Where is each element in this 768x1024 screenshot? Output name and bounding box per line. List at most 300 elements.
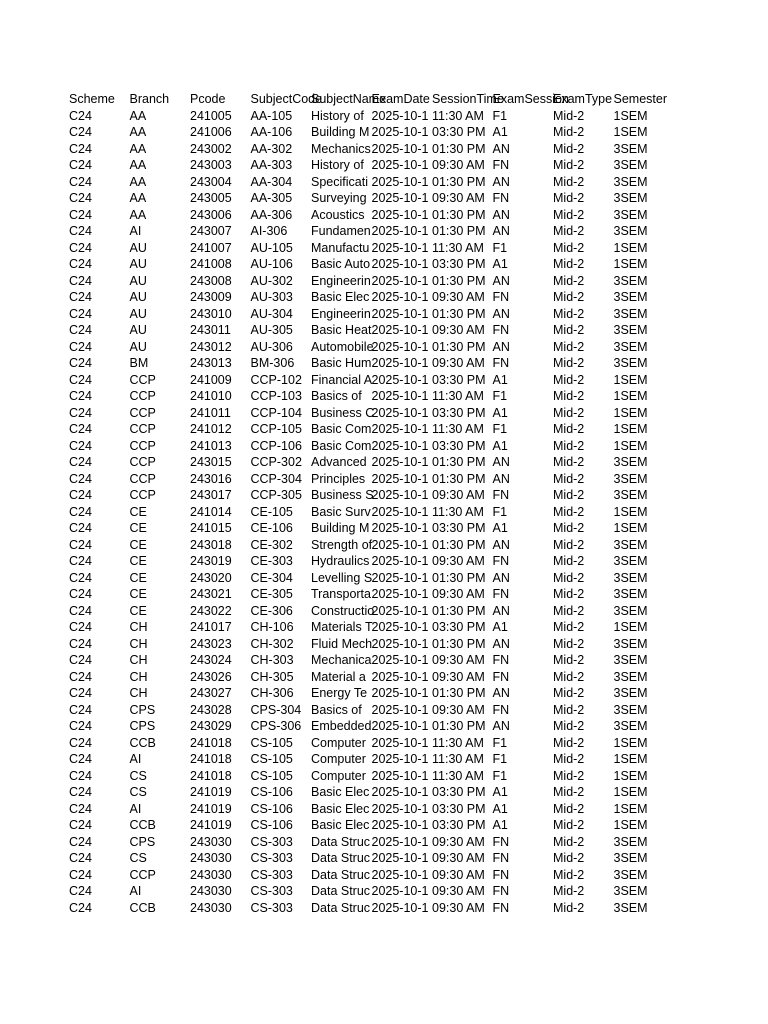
- exam-schedule-sheet: [67, 91, 672, 916]
- cell-branch: AA: [129, 108, 147, 123]
- cell-subject-name: Data Struc: [311, 851, 371, 865]
- table-row: [67, 190, 672, 207]
- cell-scheme: C24: [69, 620, 92, 634]
- cell-exam-session: A1: [492, 438, 508, 453]
- cell-semester: 3SEM: [613, 537, 648, 552]
- cell-branch: CPS: [129, 719, 156, 733]
- cell-subject-name: Advanced: [311, 455, 367, 469]
- cell-exam-type: Mid-2: [553, 669, 585, 684]
- cell-exam-type: Mid-2: [553, 174, 585, 189]
- cell-semester: 1SEM: [613, 422, 648, 436]
- cell-session-time: 01:30 PM: [432, 471, 486, 486]
- cell-subject-name: Basics of: [311, 702, 362, 717]
- cell-branch: AA: [129, 174, 147, 189]
- cell-semester: 3SEM: [613, 834, 648, 849]
- cell-exam-type: Mid-2: [553, 570, 585, 585]
- cell-exam-date: 2025-10-1: [371, 752, 429, 766]
- cell-exam-session: AN: [492, 339, 510, 354]
- table-row: [67, 240, 672, 257]
- cell-session-time: 09:30 AM: [432, 554, 485, 568]
- cell-scheme: C24: [69, 686, 92, 700]
- cell-pcode: 243021: [190, 587, 232, 601]
- table-row: [67, 652, 672, 669]
- cell-semester: 3SEM: [613, 851, 648, 865]
- cell-exam-date: 2025-10-1: [371, 339, 429, 354]
- cell-exam-date: 2025-10-1: [371, 273, 429, 288]
- cell-subject-name: Financial A: [311, 372, 373, 387]
- cell-subject-name: Fluid Mech: [311, 636, 373, 651]
- cell-pcode: 241009: [190, 372, 232, 387]
- cell-subject-name: Business S: [311, 488, 374, 502]
- cell-subject-name: Constructio: [311, 603, 375, 618]
- cell-session-time: 09:30 AM: [432, 669, 485, 684]
- cell-branch: AA: [129, 207, 147, 222]
- cell-pcode: 243026: [190, 669, 232, 684]
- cell-session-time: 01:30 PM: [432, 207, 486, 222]
- cell-session-time: 01:30 PM: [432, 141, 486, 156]
- cell-exam-type: Mid-2: [553, 191, 585, 205]
- table-row: [67, 685, 672, 702]
- cell-subject-code: CS-106: [250, 801, 293, 816]
- cell-exam-type: Mid-2: [553, 818, 585, 832]
- cell-semester: 3SEM: [613, 686, 648, 700]
- table-row: [67, 355, 672, 372]
- cell-exam-type: Mid-2: [553, 224, 585, 238]
- cell-exam-date: 2025-10-1: [371, 851, 429, 865]
- cell-exam-date: 2025-10-1: [371, 801, 429, 816]
- cell-subject-name: Building M: [311, 521, 370, 535]
- cell-subject-name: Engineerin: [311, 306, 371, 321]
- cell-subject-code: CE-302: [250, 537, 293, 552]
- cell-exam-date: 2025-10-1: [371, 620, 429, 634]
- cell-exam-date: 2025-10-1: [371, 389, 429, 403]
- header-session-time: SessionTime: [432, 92, 504, 106]
- cell-session-time: 09:30 AM: [432, 851, 485, 865]
- cell-subject-name: Building M: [311, 125, 370, 139]
- cell-exam-date: 2025-10-1: [371, 884, 429, 898]
- cell-branch: CCB: [129, 900, 156, 915]
- table-row: [67, 751, 672, 768]
- cell-session-time: 03:30 PM: [432, 801, 486, 816]
- cell-semester: 3SEM: [613, 554, 648, 568]
- cell-branch: CCP: [129, 471, 156, 486]
- cell-subject-name: Basics of: [311, 389, 362, 403]
- cell-pcode: 241011: [190, 405, 231, 420]
- cell-exam-session: AN: [492, 455, 510, 469]
- cell-session-time: 01:30 PM: [432, 537, 486, 552]
- cell-exam-session: FN: [492, 702, 510, 717]
- cell-branch: CE: [129, 554, 147, 568]
- table-row: [67, 124, 672, 141]
- cell-subject-code: AA-302: [250, 141, 293, 156]
- cell-pcode: 241010: [190, 389, 232, 403]
- cell-exam-type: Mid-2: [553, 537, 585, 552]
- cell-exam-date: 2025-10-1: [371, 290, 429, 304]
- cell-session-time: 03:30 PM: [432, 405, 486, 420]
- cell-branch: CCP: [129, 372, 156, 387]
- cell-semester: 1SEM: [613, 735, 648, 750]
- cell-branch: AU: [129, 306, 147, 321]
- cell-scheme: C24: [69, 521, 92, 535]
- table-row: [67, 256, 672, 273]
- cell-session-time: 01:30 PM: [432, 224, 486, 238]
- cell-scheme: C24: [69, 339, 92, 354]
- cell-semester: 1SEM: [613, 801, 648, 816]
- cell-pcode: 243030: [190, 884, 232, 898]
- cell-branch: CE: [129, 570, 147, 585]
- cell-subject-code: CS-106: [250, 785, 293, 799]
- cell-exam-date: 2025-10-1: [371, 686, 429, 700]
- cell-subject-code: CH-303: [250, 653, 294, 667]
- cell-branch: CH: [129, 653, 148, 667]
- cell-branch: AA: [129, 125, 147, 139]
- cell-exam-type: Mid-2: [553, 603, 585, 618]
- cell-semester: 1SEM: [613, 752, 648, 766]
- cell-branch: AU: [129, 257, 147, 271]
- cell-exam-date: 2025-10-1: [371, 372, 429, 387]
- cell-semester: 1SEM: [613, 125, 648, 139]
- cell-pcode: 243015: [190, 455, 232, 469]
- cell-subject-code: AU-303: [250, 290, 293, 304]
- cell-subject-code: AA-105: [250, 108, 293, 123]
- cell-exam-date: 2025-10-1: [371, 900, 429, 915]
- cell-branch: AI: [129, 801, 142, 816]
- cell-semester: 3SEM: [613, 884, 648, 898]
- cell-subject-name: Computer: [311, 752, 366, 766]
- cell-exam-session: F1: [492, 735, 508, 750]
- cell-exam-session: AN: [492, 224, 510, 238]
- cell-exam-date: 2025-10-1: [371, 108, 429, 123]
- cell-exam-session: FN: [492, 669, 510, 684]
- cell-subject-name: Levelling S: [311, 570, 373, 585]
- cell-exam-date: 2025-10-1: [371, 422, 429, 436]
- cell-branch: CCP: [129, 422, 156, 436]
- cell-session-time: 03:30 PM: [432, 372, 486, 387]
- table-row: [67, 801, 672, 818]
- table-row: [67, 570, 672, 587]
- cell-branch: CS: [129, 851, 147, 865]
- cell-exam-date: 2025-10-1: [371, 158, 429, 172]
- cell-exam-type: Mid-2: [553, 867, 585, 882]
- cell-branch: AA: [129, 158, 147, 172]
- cell-subject-code: CS-303: [250, 884, 293, 898]
- cell-pcode: 243008: [190, 273, 232, 288]
- cell-subject-code: CS-303: [250, 851, 293, 865]
- cell-subject-code: CCP-104: [250, 405, 302, 420]
- cell-session-time: 09:30 AM: [432, 884, 485, 898]
- cell-session-time: 09:30 AM: [432, 290, 485, 304]
- cell-exam-session: FN: [492, 867, 510, 882]
- cell-subject-code: CS-303: [250, 867, 293, 882]
- cell-subject-code: AA-106: [250, 125, 293, 139]
- cell-semester: 3SEM: [613, 455, 648, 469]
- cell-semester: 3SEM: [613, 191, 648, 205]
- cell-session-time: 03:30 PM: [432, 257, 486, 271]
- cell-exam-type: Mid-2: [553, 686, 585, 700]
- cell-exam-session: FN: [492, 191, 510, 205]
- cell-branch: CPS: [129, 702, 156, 717]
- cell-semester: 3SEM: [613, 900, 648, 915]
- cell-exam-date: 2025-10-1: [371, 438, 429, 453]
- cell-subject-code: CS-105: [250, 768, 293, 783]
- cell-session-time: 01:30 PM: [432, 174, 486, 189]
- cell-branch: CS: [129, 785, 147, 799]
- cell-session-time: 01:30 PM: [432, 636, 486, 651]
- cell-exam-date: 2025-10-1: [371, 224, 429, 238]
- cell-scheme: C24: [69, 273, 92, 288]
- cell-subject-code: CCP-103: [250, 389, 302, 403]
- cell-subject-name: Material a: [311, 669, 366, 684]
- cell-exam-date: 2025-10-1: [371, 603, 429, 618]
- header-exam-type: ExamType: [553, 92, 613, 106]
- cell-exam-session: AN: [492, 306, 510, 321]
- cell-semester: 3SEM: [613, 306, 648, 321]
- cell-session-time: 09:30 AM: [432, 900, 485, 915]
- cell-session-time: 09:30 AM: [432, 702, 485, 717]
- cell-exam-session: FN: [492, 488, 510, 502]
- cell-subject-name: Basic Hum: [311, 356, 372, 370]
- cell-scheme: C24: [69, 224, 92, 238]
- cell-scheme: C24: [69, 207, 92, 222]
- cell-subject-code: AA-304: [250, 174, 293, 189]
- cell-subject-name: Surveying: [311, 191, 367, 205]
- cell-subject-code: AU-302: [250, 273, 293, 288]
- cell-semester: 3SEM: [613, 603, 648, 618]
- header-scheme: Scheme: [69, 92, 115, 106]
- table-row: [67, 834, 672, 851]
- cell-scheme: C24: [69, 785, 92, 799]
- cell-branch: CH: [129, 620, 148, 634]
- cell-exam-session: AN: [492, 174, 510, 189]
- cell-exam-type: Mid-2: [553, 306, 585, 321]
- cell-exam-session: A1: [492, 785, 508, 799]
- cell-pcode: 241013: [190, 438, 232, 453]
- cell-subject-code: CE-105: [250, 504, 293, 519]
- cell-session-time: 09:30 AM: [432, 488, 485, 502]
- cell-exam-type: Mid-2: [553, 521, 585, 535]
- cell-exam-type: Mid-2: [553, 801, 585, 816]
- cell-exam-type: Mid-2: [553, 504, 585, 519]
- cell-pcode: 241017: [190, 620, 232, 634]
- cell-session-time: 09:30 AM: [432, 587, 485, 601]
- cell-branch: CCB: [129, 735, 156, 750]
- cell-subject-code: CE-303: [250, 554, 293, 568]
- cell-scheme: C24: [69, 587, 92, 601]
- cell-exam-date: 2025-10-1: [371, 504, 429, 519]
- cell-exam-type: Mid-2: [553, 636, 585, 651]
- cell-exam-session: AN: [492, 207, 510, 222]
- table-row: [67, 157, 672, 174]
- cell-exam-session: AN: [492, 719, 510, 733]
- cell-pcode: 241015: [190, 521, 232, 535]
- cell-scheme: C24: [69, 735, 92, 750]
- cell-branch: AU: [129, 240, 147, 255]
- cell-exam-date: 2025-10-1: [371, 488, 429, 502]
- cell-pcode: 243012: [190, 339, 232, 354]
- cell-semester: 1SEM: [613, 768, 648, 783]
- table-row: [67, 537, 672, 554]
- cell-subject-name: Acoustics: [311, 207, 365, 222]
- cell-semester: 1SEM: [613, 785, 648, 799]
- cell-scheme: C24: [69, 471, 92, 486]
- cell-scheme: C24: [69, 141, 92, 156]
- cell-branch: AI: [129, 884, 142, 898]
- cell-subject-name: Business C: [311, 405, 375, 420]
- cell-subject-name: Transporta: [311, 587, 371, 601]
- cell-pcode: 241019: [190, 818, 232, 832]
- cell-exam-date: 2025-10-1: [371, 785, 429, 799]
- cell-subject-name: Basic Elec: [311, 818, 370, 832]
- cell-subject-name: Data Struc: [311, 884, 371, 898]
- cell-subject-name: Hydraulics: [311, 554, 370, 568]
- table-row: [67, 174, 672, 191]
- cell-scheme: C24: [69, 851, 92, 865]
- cell-subject-name: Manufactu: [311, 240, 370, 255]
- cell-semester: 3SEM: [613, 339, 648, 354]
- cell-semester: 3SEM: [613, 488, 648, 502]
- cell-semester: 1SEM: [613, 257, 648, 271]
- table-row: [67, 636, 672, 653]
- table-row: [67, 850, 672, 867]
- cell-exam-session: F1: [492, 240, 508, 255]
- header-branch: Branch: [129, 92, 170, 106]
- cell-scheme: C24: [69, 818, 92, 832]
- cell-session-time: 01:30 PM: [432, 306, 486, 321]
- cell-scheme: C24: [69, 158, 92, 172]
- cell-pcode: 241008: [190, 257, 232, 271]
- header-pcode: Pcode: [190, 92, 226, 106]
- cell-scheme: C24: [69, 884, 92, 898]
- cell-subject-code: CE-106: [250, 521, 293, 535]
- cell-exam-session: A1: [492, 405, 508, 420]
- cell-exam-session: FN: [492, 356, 510, 370]
- cell-exam-date: 2025-10-1: [371, 125, 429, 139]
- cell-subject-name: Automobile: [311, 339, 374, 354]
- cell-scheme: C24: [69, 405, 92, 420]
- cell-scheme: C24: [69, 900, 92, 915]
- cell-subject-name: Strength of: [311, 537, 373, 552]
- table-row: [67, 768, 672, 785]
- cell-pcode: 243027: [190, 686, 232, 700]
- cell-semester: 1SEM: [613, 240, 648, 255]
- cell-exam-session: FN: [492, 587, 510, 601]
- table-row: [67, 784, 672, 801]
- cell-scheme: C24: [69, 306, 92, 321]
- cell-pcode: 241005: [190, 108, 232, 123]
- cell-pcode: 243024: [190, 653, 232, 667]
- cell-session-time: 11:30 AM: [432, 389, 484, 403]
- cell-subject-code: AU-106: [250, 257, 293, 271]
- cell-session-time: 03:30 PM: [432, 818, 486, 832]
- cell-exam-session: A1: [492, 818, 508, 832]
- table-row: [67, 817, 672, 834]
- cell-exam-session: A1: [492, 521, 508, 535]
- cell-branch: CCP: [129, 438, 156, 453]
- cell-exam-session: F1: [492, 768, 508, 783]
- cell-branch: CE: [129, 603, 147, 618]
- table-row: [67, 207, 672, 224]
- cell-subject-code: AU-306: [250, 339, 293, 354]
- cell-exam-session: FN: [492, 653, 510, 667]
- cell-scheme: C24: [69, 323, 92, 337]
- table-row: [67, 702, 672, 719]
- cell-exam-type: Mid-2: [553, 372, 585, 387]
- cell-semester: 3SEM: [613, 141, 648, 156]
- cell-branch: CCP: [129, 867, 156, 882]
- cell-exam-type: Mid-2: [553, 702, 585, 717]
- cell-exam-type: Mid-2: [553, 554, 585, 568]
- cell-semester: 1SEM: [613, 504, 648, 519]
- cell-branch: CE: [129, 537, 147, 552]
- cell-scheme: C24: [69, 603, 92, 618]
- cell-session-time: 11:30 AM: [432, 240, 484, 255]
- cell-session-time: 03:30 PM: [432, 620, 486, 634]
- cell-exam-session: FN: [492, 323, 510, 337]
- cell-subject-name: Specificati: [311, 174, 368, 189]
- cell-branch: AA: [129, 141, 147, 156]
- cell-exam-session: A1: [492, 801, 508, 816]
- cell-exam-date: 2025-10-1: [371, 537, 429, 552]
- cell-subject-code: CS-303: [250, 900, 293, 915]
- cell-exam-session: AN: [492, 603, 510, 618]
- cell-subject-name: History of: [311, 108, 364, 123]
- cell-exam-session: FN: [492, 834, 510, 849]
- cell-exam-date: 2025-10-1: [371, 306, 429, 321]
- cell-subject-code: CE-306: [250, 603, 293, 618]
- cell-subject-code: CS-105: [250, 735, 293, 750]
- table-row: [67, 322, 672, 339]
- cell-branch: CPS: [129, 834, 156, 849]
- cell-session-time: 09:30 AM: [432, 834, 485, 849]
- cell-session-time: 03:30 PM: [432, 521, 486, 535]
- cell-semester: 1SEM: [613, 108, 648, 123]
- cell-scheme: C24: [69, 290, 92, 304]
- cell-subject-code: CCP-102: [250, 372, 302, 387]
- cell-exam-type: Mid-2: [553, 273, 585, 288]
- cell-pcode: 243022: [190, 603, 232, 618]
- cell-semester: 3SEM: [613, 273, 648, 288]
- cell-scheme: C24: [69, 488, 92, 502]
- table-row: [67, 718, 672, 735]
- cell-subject-name: Basic Auto: [311, 257, 371, 271]
- cell-subject-code: CS-303: [250, 834, 293, 849]
- cell-branch: CCP: [129, 389, 156, 403]
- cell-exam-date: 2025-10-1: [371, 554, 429, 568]
- cell-subject-code: AA-306: [250, 207, 293, 222]
- cell-subject-name: Basic Elec: [311, 801, 370, 816]
- cell-branch: CH: [129, 669, 148, 684]
- cell-scheme: C24: [69, 389, 92, 403]
- cell-subject-name: Fundamen: [311, 224, 371, 238]
- cell-branch: AU: [129, 323, 147, 337]
- cell-pcode: 243030: [190, 867, 232, 882]
- cell-exam-type: Mid-2: [553, 785, 585, 799]
- table-row: [67, 108, 672, 125]
- cell-pcode: 241014: [190, 504, 232, 519]
- cell-exam-date: 2025-10-1: [371, 702, 429, 717]
- cell-exam-session: AN: [492, 636, 510, 651]
- cell-scheme: C24: [69, 438, 92, 453]
- header-subject-name: SubjectName: [311, 92, 387, 106]
- cell-scheme: C24: [69, 356, 92, 370]
- cell-session-time: 01:30 PM: [432, 603, 486, 618]
- cell-subject-code: BM-306: [250, 356, 295, 370]
- cell-exam-date: 2025-10-1: [371, 669, 429, 684]
- cell-semester: 3SEM: [613, 653, 648, 667]
- cell-exam-session: FN: [492, 884, 510, 898]
- table-row: [67, 520, 672, 537]
- cell-session-time: 01:30 PM: [432, 686, 486, 700]
